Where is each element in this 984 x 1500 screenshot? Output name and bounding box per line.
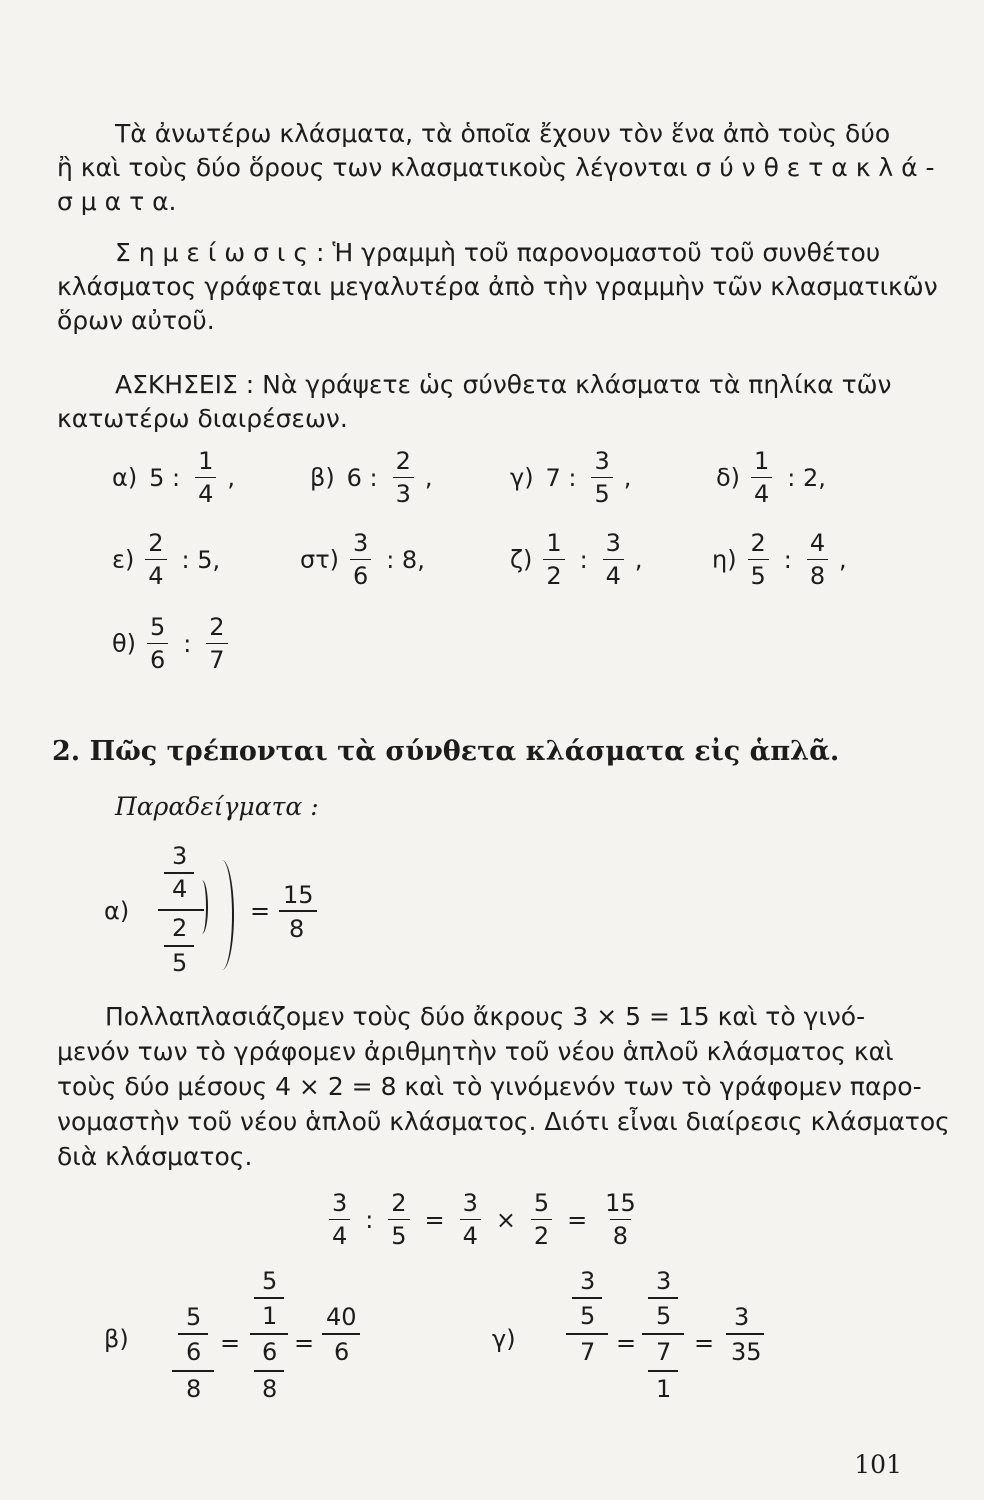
outer-bracket	[210, 860, 234, 970]
explanation-line-4: νομαστὴν τοῦ νέου ἁπλοῦ κλάσματος. Διότι εἶναι διαίρεσις κλάσματος	[57, 1107, 950, 1136]
division-equation: $\frac{3}{4}$ : $\frac{2}{5}$ = $\frac{3}{4}$ × $\frac{5}{2}$ = $\frac{15}{8}$	[326, 1188, 642, 1251]
example-b-eq2: =	[294, 1329, 315, 1357]
exercise-st: στ) $\frac{3}{6}$ : 8,	[300, 529, 425, 590]
example-b-res-den: 6	[334, 1338, 350, 1366]
example-a-bot-num: 2	[172, 914, 188, 942]
example-b-c1-bar1	[178, 1333, 208, 1335]
explanation-line-3: τοὺς δύο μέσους 4 × 2 = 8 καὶ τὸ γινόμενόν των τὸ γράφομεν παρο-	[57, 1072, 922, 1101]
intro-line-1: Τὰ ἀνωτέρω κλάσματα, τὰ ὁποῖα ἔχουν τὸν ἕνα ἀπὸ τοὺς δύο	[115, 119, 891, 148]
example-a-top-bar	[164, 872, 194, 874]
examples-label: Παραδείγματα :	[115, 792, 319, 821]
example-c-c1-bar2	[566, 1333, 608, 1335]
example-c-c2-mid: 5	[656, 1302, 672, 1330]
example-a-res-bar	[279, 910, 317, 912]
example-c-c2-bar3	[648, 1370, 678, 1372]
note-line-3: ὅρων αὐτοῦ.	[57, 306, 215, 335]
example-c-c2-bar1	[648, 1297, 678, 1299]
example-c-label: γ)	[492, 1325, 516, 1353]
example-b-c2-bar1	[254, 1297, 284, 1299]
example-b-c2-bar3	[254, 1370, 284, 1372]
exercise-b: β) 6 : $\frac{2}{3}$ ,	[310, 447, 433, 508]
example-b-c1-bot: 8	[186, 1375, 202, 1403]
example-b-c1-bar2	[172, 1370, 214, 1372]
example-c-c1-bot: 7	[580, 1338, 596, 1366]
example-c-eq1: =	[616, 1329, 637, 1357]
example-c-c2-bar2	[642, 1333, 684, 1335]
exercise-d: δ) $\frac{1}{4}$ : 2,	[716, 447, 826, 508]
example-c-res-num: 3	[734, 1303, 750, 1331]
exercise-h: η) $\frac{2}{5}$ : $\frac{4}{8}$ ,	[712, 529, 847, 590]
exercise-a: α) 5 : $\frac{1}{4}$ ,	[112, 447, 235, 508]
exercise-th: θ) $\frac{5}{6}$ : $\frac{2}{7}$	[112, 612, 231, 675]
example-c-res-bar	[726, 1333, 764, 1335]
example-a-bot-bar	[164, 945, 194, 947]
example-b-c2-top: 5	[262, 1267, 278, 1295]
example-b-res-bar	[322, 1333, 360, 1335]
exercise-z: ζ) $\frac{1}{2}$ : $\frac{3}{4}$ ,	[510, 529, 643, 590]
example-c-c1-bar1	[572, 1297, 602, 1299]
explanation-line-5: διὰ κλάσματος.	[57, 1142, 253, 1171]
example-b-eq1: =	[220, 1329, 241, 1357]
note-line-2: κλάσματος γράφεται μεγαλυτέρα ἀπὸ τὴν γραμμὴν τῶν κλασματικῶν	[57, 272, 938, 301]
inner-bracket	[196, 880, 208, 934]
example-b-c2-mid: 6	[262, 1338, 278, 1366]
explanation-line-2: μενόν των τὸ γράφομεν ἀριθμητὴν τοῦ νέου ἁπλοῦ κλάσματος καὶ	[57, 1037, 894, 1066]
example-a-res-den: 8	[289, 915, 305, 943]
example-b-res-num: 40	[326, 1303, 357, 1331]
example-a-top-den: 4	[172, 875, 188, 903]
note-line-1: Σ η μ ε ί ω σ ι ς : Ἡ γραμμὴ τοῦ παρονομαστοῦ τοῦ συνθέτου	[115, 238, 881, 267]
example-c-c1-mid: 5	[580, 1302, 596, 1330]
example-a-label: α)	[104, 897, 130, 925]
exercises-line-2: κατωτέρω διαιρέσεων.	[57, 404, 348, 433]
example-b-label: β)	[104, 1325, 129, 1353]
exercises-line-1: ΑΣΚΗΣΕΙΣ : Νὰ γράψετε ὡς σύνθετα κλάσματα τὰ πηλίκα τῶν	[115, 370, 892, 399]
example-b-c1-top: 5	[186, 1303, 202, 1331]
section-title: 2. Πῶς τρέπονται τὰ σύνθετα κλάσματα εἰς ἁπλᾶ.	[52, 736, 840, 767]
example-c-eq2: =	[694, 1329, 715, 1357]
intro-line-3: σ μ α τ α.	[57, 187, 177, 216]
example-c-c1-top: 3	[580, 1267, 596, 1295]
example-b-c2-bot: 8	[262, 1375, 278, 1403]
example-c-c2-top: 3	[656, 1267, 672, 1295]
example-b-c2-topden: 1	[262, 1302, 278, 1330]
example-c-res-den: 35	[731, 1338, 762, 1366]
example-a-res-num: 15	[283, 881, 314, 909]
example-b-c1-mid: 6	[186, 1338, 202, 1366]
example-c-c2-bot: 7	[656, 1338, 672, 1366]
intro-line-2: ἢ καὶ τοὺς δύο ὅρους των κλασματικοὺς λέγονται σ ύ ν θ ε τ α κ λ ά -	[57, 153, 935, 182]
example-b-c2-bar2	[250, 1333, 288, 1335]
example-a-equals: =	[250, 897, 271, 925]
example-a-bot-den: 5	[172, 949, 188, 977]
page-number: 101	[854, 1450, 902, 1479]
exercise-e: ε) $\frac{2}{4}$ : 5,	[112, 529, 221, 590]
example-a-top-num: 3	[172, 842, 188, 870]
exercise-c: γ) 7 : $\frac{3}{5}$ ,	[510, 447, 632, 508]
explanation-line-1: Πολλαπλασιάζομεν τοὺς δύο ἄκρους 3 × 5 = 15 καὶ τὸ γινό-	[105, 1002, 866, 1031]
example-c-c2-botden: 1	[656, 1375, 672, 1403]
